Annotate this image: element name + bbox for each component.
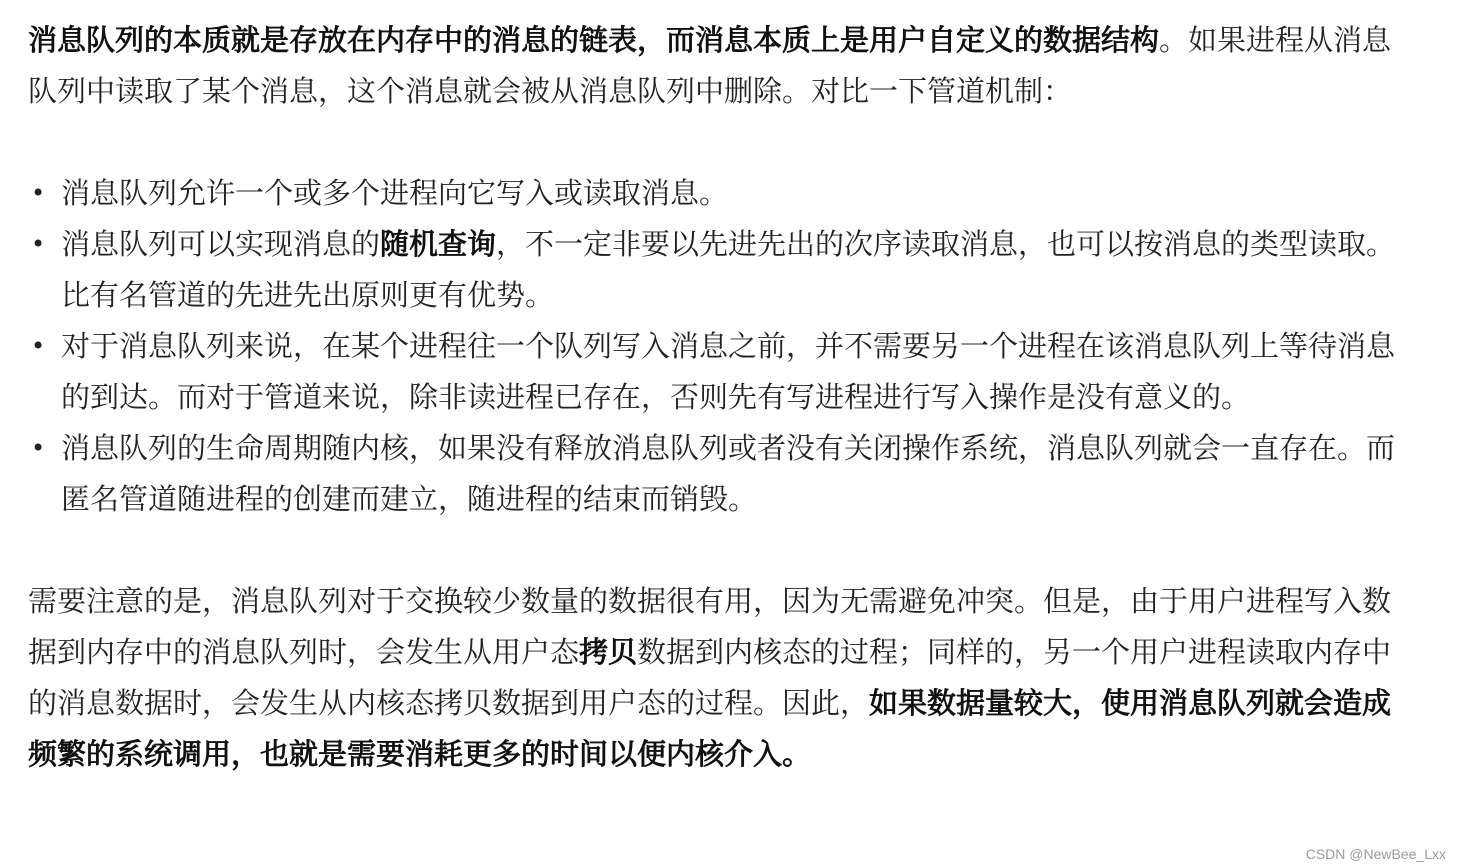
bullet-icon: • xyxy=(31,179,46,207)
conclusion-bold-text: 如果数据量较大，使用消息队列就会造成频繁的系统调用，也就是需要消耗更多的时间以便内核介入。 xyxy=(28,686,1392,771)
list-item-text: 对于消息队列来说，在某个进程往一个队列写入消息之前，并不需要另一个进程在该消息队列上等待消息的到达。而对于管道来说，除非读进程已存在，否则先有写进程进行写入操作是没有意义的。 xyxy=(61,329,1396,414)
list-item-bold-text: 随机查询 xyxy=(380,227,497,261)
list-item-text: 消息队列的生命周期随内核，如果没有释放消息队列或者没有关闭操作系统，消息队列就会一直存在。而匿名管道随进程的创建而建立，随进程的结束而销毁。 xyxy=(61,431,1396,516)
article-body xyxy=(28,15,1408,780)
intro-bold-text: 消息队列的本质就是存放在内存中的消息的链表，而消息本质上是用户自定义的数据结构 xyxy=(28,23,1160,57)
bullet-icon: • xyxy=(31,332,46,360)
list-item-text: 消息队列可以实现消息的 xyxy=(61,227,381,261)
list-item xyxy=(28,219,1408,321)
intro-text: 。如果进程从消息队列中读取了某个消息，这个消息就会被从消息队列中删除。对比一下管道机制： xyxy=(28,23,1392,108)
watermark: CSDN @NewBee_Lxx xyxy=(1305,846,1446,862)
list-item xyxy=(28,168,1408,219)
intro-paragraph xyxy=(28,15,1408,117)
bullet-icon: • xyxy=(31,434,46,462)
comparison-list xyxy=(28,168,1408,525)
conclusion-bold-text: 拷贝 xyxy=(579,635,638,669)
list-item-text: ，不一定非要以先进先出的次序读取消息，也可以按消息的类型读取。比有名管道的先进先出原则更有优势。 xyxy=(61,227,1396,312)
bullet-icon: • xyxy=(31,230,46,258)
list-item xyxy=(28,321,1408,423)
list-item xyxy=(28,423,1408,525)
conclusion-text: 数据到内核态的过程；同样的，另一个用户进程读取内存中的消息数据时，会发生从内核态拷贝数据到用户态的过程。因此， xyxy=(28,635,1392,720)
conclusion-paragraph xyxy=(28,576,1408,780)
conclusion-text: 需要注意的是，消息队列对于交换较少数量的数据很有用，因为无需避免冲突。但是，由于用户进程写入数据到内存中的消息队列时，会发生从用户态 xyxy=(28,584,1392,669)
list-item-text: 消息队列允许一个或多个进程向它写入或读取消息。 xyxy=(61,176,729,210)
